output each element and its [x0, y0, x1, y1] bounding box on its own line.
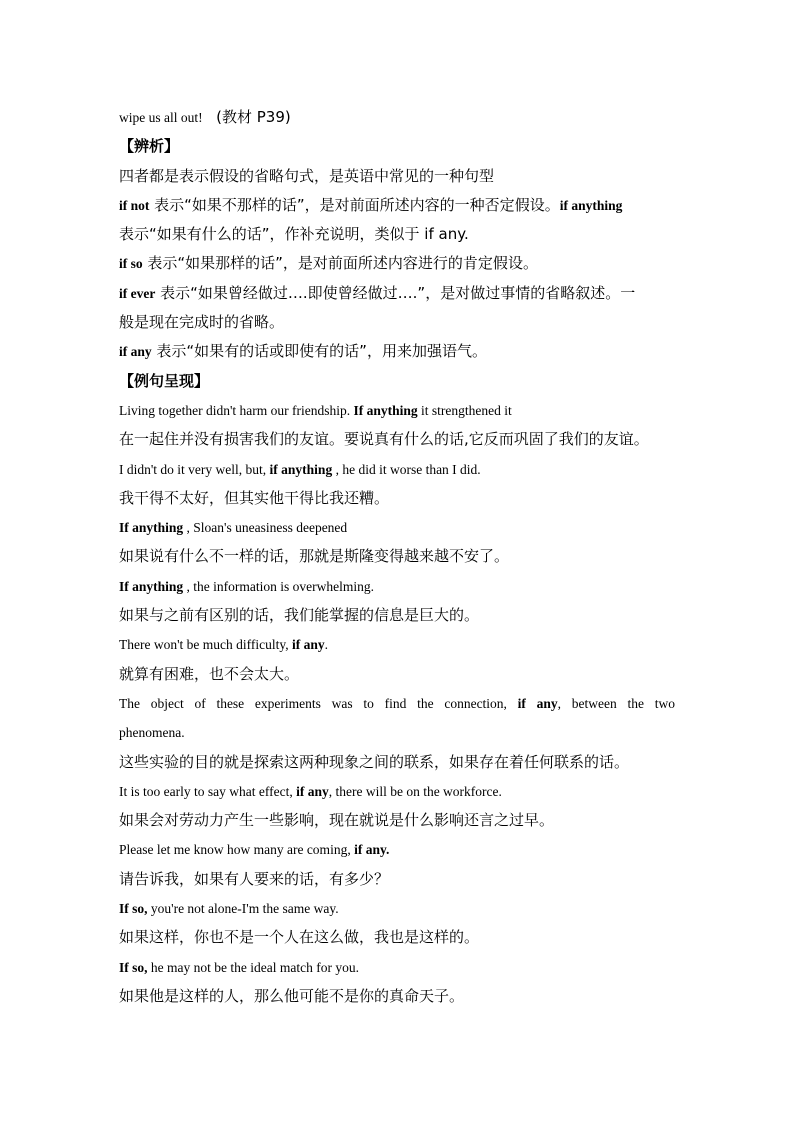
examples-heading: 【例句呈现】 [119, 371, 210, 390]
analysis-summary: 四者都是表示假设的省略句式，是英语中常见的一种句型 [119, 166, 495, 185]
textbook-reference: (教材 P39) [216, 108, 291, 126]
if-ever-line [119, 279, 675, 308]
if-so-line [119, 249, 675, 278]
example-3-en [119, 513, 675, 542]
if-ever-term: if ever [119, 285, 156, 301]
example-5-en [119, 630, 675, 659]
example-8-key: if any. [354, 842, 390, 858]
example-9-zh: 如果这样，你也不是一个人在这么做，我也是这样的。 [119, 928, 480, 947]
example-10-key: If so, [119, 959, 148, 975]
example-1-zh: 在一起住并没有损害我们的友谊。要说真有什么的话,它反而巩固了我们的友谊。 [119, 430, 649, 449]
example-6-pre: The object of these experiments was to find the connection, [119, 695, 518, 711]
if-ever-text: 表示“如果曾经做过….即使曾经做过….”，是对做过事情的省略叙述。一 [155, 283, 636, 302]
example-6-post: , between the two [557, 695, 675, 711]
if-so-text: 表示“如果那样的话”，是对前面所述内容进行的肯定假设。 [142, 254, 538, 273]
if-any-term: if any [119, 344, 152, 360]
if-not-line [119, 191, 675, 220]
example-2-zh: 我干得不太好，但其实他干得比我还糟。 [119, 488, 390, 507]
example-1-post: it strengthened it [417, 402, 512, 418]
example-9-post: you're not alone-I'm the same way. [147, 901, 339, 917]
example-4-zh: 如果与之前有区别的话，我们能掌握的信息是巨大的。 [119, 606, 480, 625]
example-1-pre: Living together didn't harm our friendship. [119, 402, 354, 418]
document-content [119, 103, 675, 1011]
if-any-line [119, 337, 675, 366]
example-7-pre: It is too early to say what effect, [119, 783, 297, 799]
example-2-post: , he did it worse than I did. [332, 461, 481, 477]
analysis-heading: 【辨析】 [119, 137, 180, 156]
example-7-key: if any [296, 783, 329, 799]
example-1-key: If anything [353, 402, 418, 418]
example-5-pre: There won't be much difficulty, [119, 637, 293, 653]
example-4-key: If anything [119, 578, 184, 594]
example-10-zh: 如果他是这样的人，那么他可能不是你的真命天子。 [119, 986, 465, 1005]
example-7-post: , there will be on the workforce. [328, 783, 502, 799]
example-6-zh: 这些实验的目的就是探索这两种现象之间的联系，如果存在着任何联系的话。 [119, 752, 630, 771]
if-not-term: if not [119, 197, 150, 213]
example-7-zh: 如果会对劳动力产生一些影响，现在就说是什么影响还言之过早。 [119, 811, 555, 830]
if-so-term: if so [119, 256, 143, 272]
example-6-en [119, 689, 675, 718]
example-4-en [119, 572, 675, 601]
if-anything-line: 表示“如果有什么的话”，作补充说明，类似于 if any. [119, 225, 469, 244]
example-8-zh: 请告诉我，如果有人要来的话，有多少？ [119, 869, 390, 888]
example-9-key: If so, [119, 901, 148, 917]
example-3-key: If anything [119, 520, 184, 536]
example-5-key: if any [292, 637, 325, 653]
example-3-zh: 如果说有什么不一样的话，那就是斯隆变得越来越不安了。 [119, 547, 510, 566]
example-6-en-cont: phenomena. [119, 725, 185, 741]
example-2-pre: I didn't do it very well, but, [119, 461, 270, 477]
example-10-post: he may not be the ideal match for you. [147, 959, 359, 975]
example-6-key: if any [517, 695, 558, 711]
example-1-en [119, 396, 675, 425]
example-10-en [119, 953, 675, 982]
intro-line [119, 103, 675, 132]
example-9-en [119, 894, 675, 923]
example-5-zh: 就算有困难，也不会太大。 [119, 664, 300, 683]
example-8-en [119, 835, 675, 864]
example-7-en [119, 777, 675, 806]
if-anything-term: if anything [559, 197, 623, 213]
example-8-pre: Please let me know how many are coming, [119, 842, 355, 858]
example-4-post: , the information is overwhelming. [183, 578, 374, 594]
if-not-text: 表示“如果不那样的话”，是对前面所述内容的一种否定假设。 [149, 195, 560, 214]
intro-text: wipe us all out! [119, 110, 203, 125]
example-2-key: if anything [269, 461, 333, 477]
example-3-post: , Sloan's uneasiness deepened [183, 520, 348, 536]
example-5-post: . [324, 637, 329, 653]
if-any-text: 表示“如果有的话或即使有的话”，用来加强语气。 [151, 342, 487, 361]
example-2-en [119, 455, 675, 484]
if-ever-cont: 般是现在完成时的省略。 [119, 313, 285, 332]
